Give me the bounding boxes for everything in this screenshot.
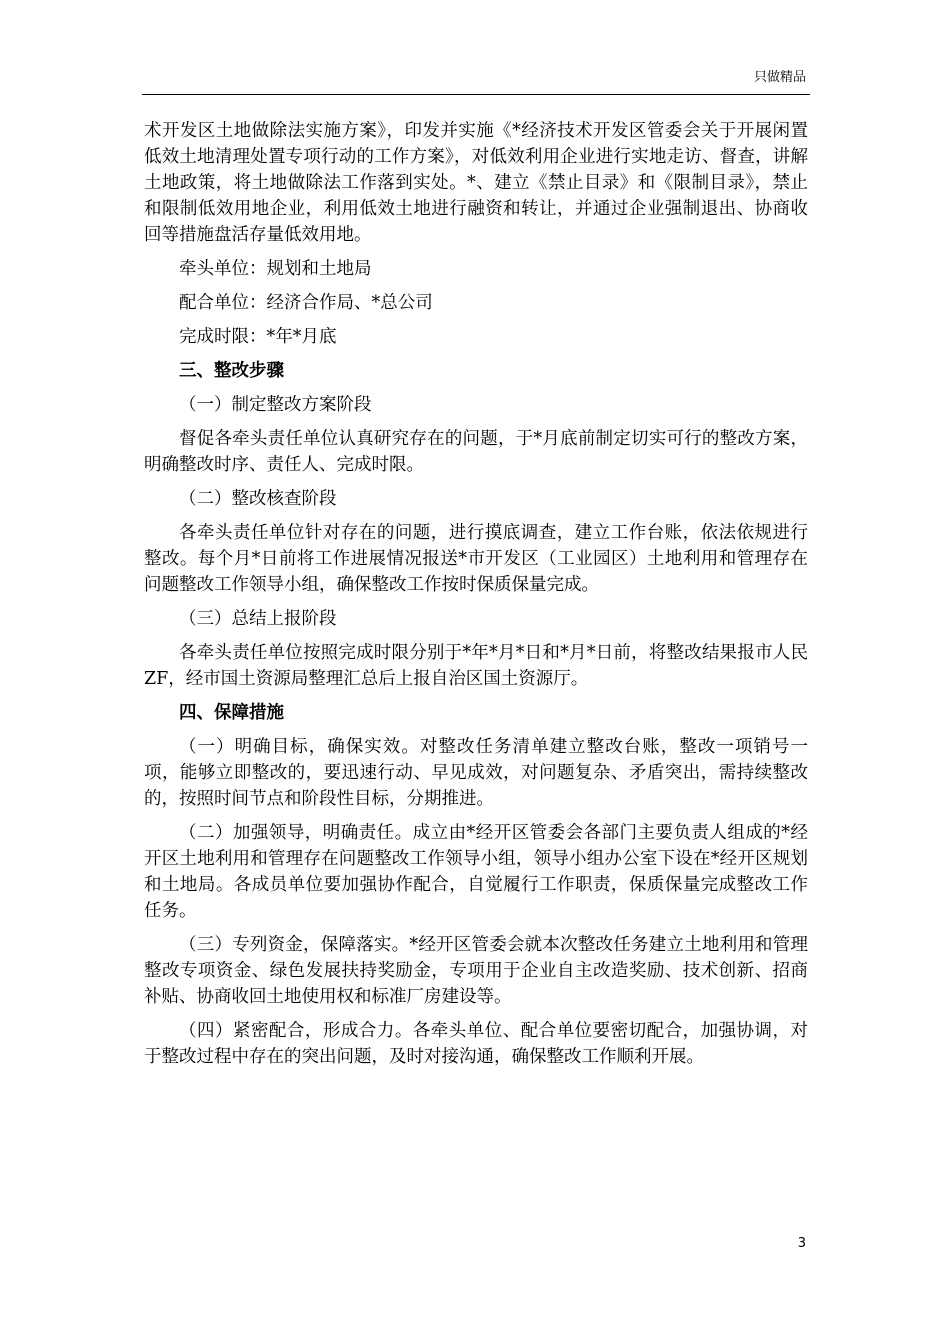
section4-paragraph-1: （一）明确目标，确保实效。对整改任务清单建立整改台账，整改一项销号一项，能够立即整改的，要迅速行动、早见成效，对问题复杂、矛盾突出，需持续整改的，按照时间节点和阶段性目标，分期推进。	[144, 737, 808, 809]
section4-paragraph-2: （二）加强领导，明确责任。成立由*经开区管委会各部门主要负责人组成的*经开区土地利用和管理存在问题整改工作领导小组，领导小组办公室下设在*经开区规划和土地局。各成员单位要加强协作配合，自觉履行工作职责，保质保量完成整改工作任务。	[144, 823, 808, 921]
section4-paragraph-3: （三）专列资金，保障落实。*经开区管委会就本次整改任务建立土地利用和管理整改专项资金、绿色发展扶持奖励金，专项用于企业自主改造奖励、技术创新、招商补贴、协商收回土地使用权和标准厂房建设等。	[144, 935, 808, 1007]
deadline: 完成时限：*年*月底	[179, 327, 337, 347]
page-number: 3	[797, 1236, 806, 1251]
section4-title: 四、保障措施	[179, 703, 284, 723]
section3-sub3-text: 各牵头责任单位按照完成时限分别于*年*月*日和*月*日前，将整改结果报市人民ZF，经市国土资源局整理汇总后上报自治区国土资源厅。	[144, 643, 808, 689]
coop-unit: 配合单位：经济合作局、*总公司	[179, 293, 433, 313]
section4-paragraph-4: （四）紧密配合，形成合力。各牵头单位、配合单位要密切配合，加强协调，对于整改过程中存在的突出问题，及时对接沟通，确保整改工作顺利开展。	[144, 1021, 808, 1067]
document-body	[144, 118, 808, 1078]
intro-paragraph: 术开发区土地做除法实施方案》，印发并实施《*经济技术开发区管委会关于开展闲置低效土地清理处置专项行动的工作方案》，对低效利用企业进行实地走访、督查，讲解土地政策，将土地做除法工作落到实处。*、建立《禁止目录》和《限制目录》，禁止和限制低效用地企业，利用低效土地进行融资和转让，并通过企业强制退出、协商收回等措施盘活存量低效用地。	[144, 121, 808, 245]
section3-sub1-text: 督促各牵头责任单位认真研究存在的问题，于*月底前制定切实可行的整改方案，明确整改时序、责任人、完成时限。	[144, 429, 808, 475]
lead-unit: 牵头单位：规划和土地局	[179, 259, 372, 279]
section3-sub3-title: （三）总结上报阶段	[179, 609, 337, 629]
header-rule	[142, 94, 810, 95]
section3-sub2-text: 各牵头责任单位针对存在的问题，进行摸底调查，建立工作台账，依法依规进行整改。每个月*日前将工作进展情况报送*市开发区（工业园区）土地利用和管理存在问题整改工作领导小组，确保整改工作按时保质保量完成。	[144, 523, 808, 595]
header-note: 只做精品	[753, 70, 806, 85]
section3-sub1-title: （一）制定整改方案阶段	[179, 395, 372, 415]
section3-sub2-title: （二）整改核查阶段	[179, 489, 337, 509]
section3-title: 三、整改步骤	[179, 361, 284, 381]
